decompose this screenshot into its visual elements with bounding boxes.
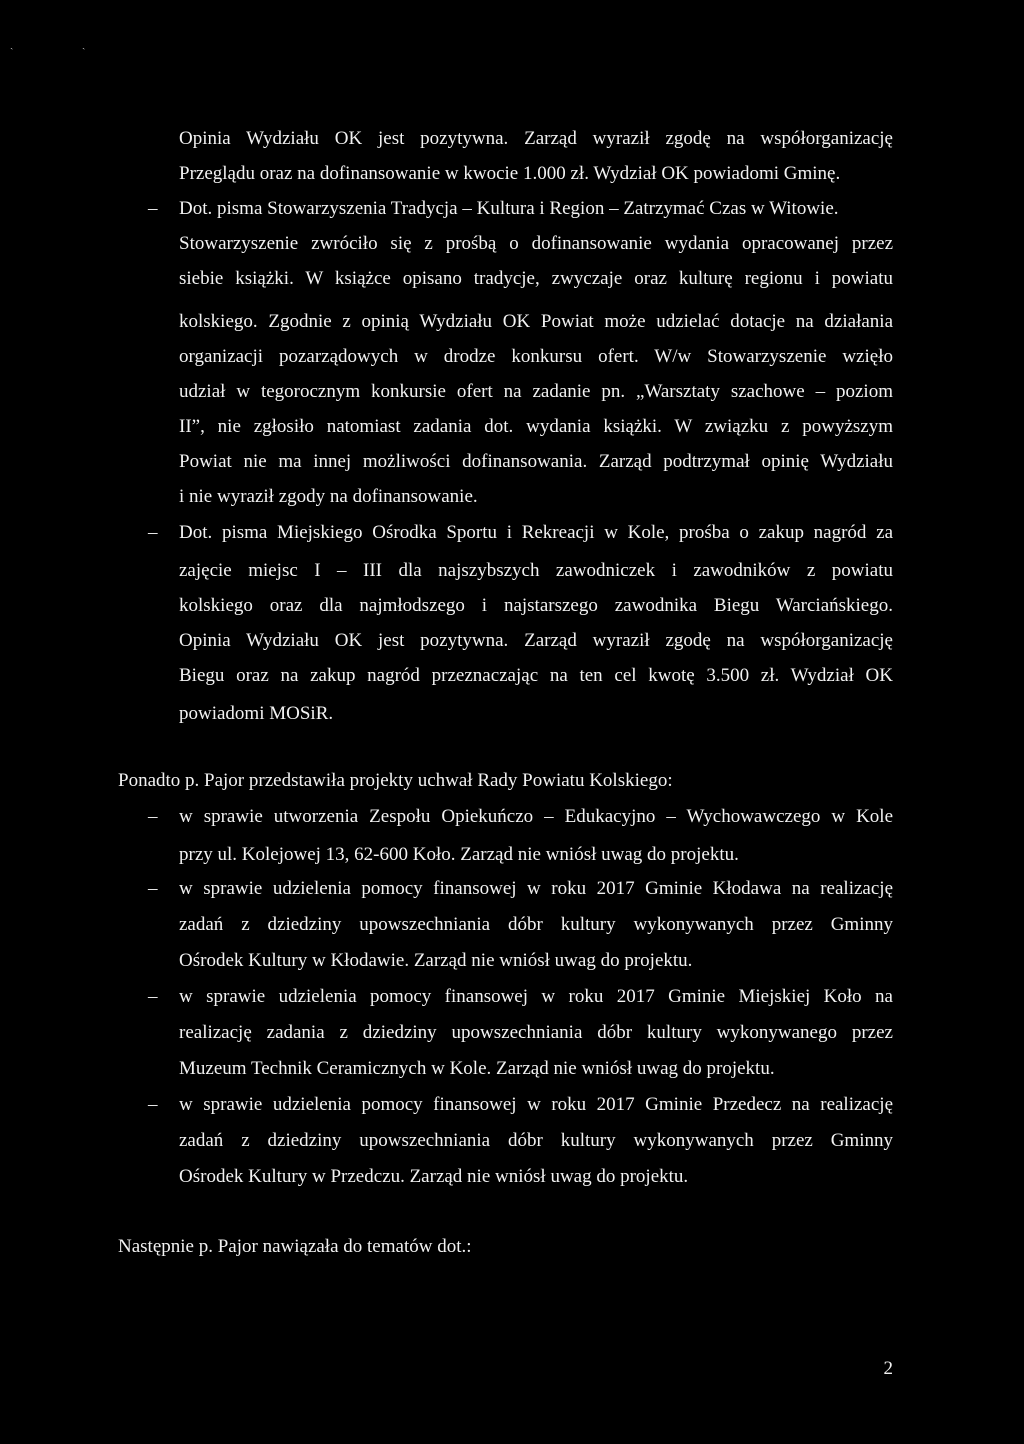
paragraph-ponadto: Ponadto p. Pajor przedstawiła projekty uchwał Rady Powiatu Kolskiego:: [118, 770, 673, 791]
list-dash: –: [148, 522, 158, 543]
list-item-line: i nie wyraził zgody na dofinansowanie.: [179, 486, 478, 507]
paragraph-line: Opinia Wydziału OK jest pozytywna. Zarząd wyraził zgodę na współorganizację: [179, 128, 893, 149]
page-number: 2: [883, 1358, 893, 1379]
list-dash: –: [148, 198, 158, 219]
paragraph-nastepnie: Następnie p. Pajor nawiązała do tematów dot.:: [118, 1236, 472, 1257]
list-item-line: kolskiego oraz dla najmłodszego i najstarszego zawodnika Biegu Warciańskiego.: [179, 595, 893, 616]
project-line: w sprawie udzielenia pomocy finansowej w roku 2017 Gminie Miejskiej Koło na: [179, 986, 893, 1007]
list-item-line: organizacji pozarządowych w drodze konkursu ofert. W/w Stowarzyszenie wzięło: [179, 346, 893, 367]
list-item-line: Dot. pisma Miejskiego Ośrodka Sportu i Rekreacji w Kole, prośba o zakup nagród za: [179, 522, 893, 543]
scan-mark: ˎ: [82, 39, 86, 50]
list-item-line: Opinia Wydziału OK jest pozytywna. Zarząd wyraził zgodę na współorganizację: [179, 630, 893, 651]
paragraph-line: Przeglądu oraz na dofinansowanie w kwocie 1.000 zł. Wydział OK powiadomi Gminę.: [179, 163, 841, 184]
project-line: realizację zadania z dziedziny upowszechniania dóbr kultury wykonywanego przez: [179, 1022, 893, 1043]
project-line: zadań z dziedziny upowszechniania dóbr kultury wykonywanych przez Gminny: [179, 1130, 893, 1151]
project-line: w sprawie udzielenia pomocy finansowej w roku 2017 Gminie Przedecz na realizację: [179, 1094, 893, 1115]
list-item-line: Powiat nie ma innej możliwości dofinansowania. Zarząd podtrzymał opinię Wydziału: [179, 451, 893, 472]
list-dash: –: [148, 1094, 158, 1115]
project-line: Ośrodek Kultury w Przedczu. Zarząd nie wniósł uwag do projektu.: [179, 1166, 689, 1187]
list-item-line: siebie książki. W książce opisano tradycje, zwyczaje oraz kulturę regionu i powiatu: [179, 268, 893, 289]
list-dash: –: [148, 878, 158, 899]
list-dash: –: [148, 986, 158, 1007]
project-line: Muzeum Technik Ceramicznych w Kole. Zarząd nie wniósł uwag do projektu.: [179, 1058, 775, 1079]
project-line: w sprawie utworzenia Zespołu Opiekuńczo – Edukacyjno – Wychowawczego w Kole: [179, 806, 893, 827]
project-line: Ośrodek Kultury w Kłodawie. Zarząd nie wniósł uwag do projektu.: [179, 950, 693, 971]
list-item-line: kolskiego. Zgodnie z opinią Wydziału OK Powiat może udzielać dotacje na działania: [179, 311, 893, 332]
list-item-line: Stowarzyszenie zwróciło się z prośbą o dofinansowanie wydania opracowanej przez: [179, 233, 893, 254]
list-item-line: zajęcie miejsc I – III dla najszybszych zawodniczek i zawodników z powiatu: [179, 560, 893, 581]
scan-mark: ˎ: [10, 39, 14, 50]
list-item-line: II”, nie zgłosiło natomiast zadania dot. wydania książki. W związku z powyższym: [179, 416, 893, 437]
project-line: przy ul. Kolejowej 13, 62-600 Koło. Zarząd nie wniósł uwag do projektu.: [179, 844, 739, 865]
list-dash: –: [148, 806, 158, 827]
list-item-line: Biegu oraz na zakup nagród przeznaczając na ten cel kwotę 3.500 zł. Wydział OK: [179, 665, 893, 686]
project-line: zadań z dziedziny upowszechniania dóbr kultury wykonywanych przez Gminny: [179, 914, 893, 935]
list-item-line: powiadomi MOSiR.: [179, 703, 334, 724]
list-item-line: udział w tegorocznym konkursie ofert na zadanie pn. „Warsztaty szachowe – poziom: [179, 381, 893, 402]
project-line: w sprawie udzielenia pomocy finansowej w roku 2017 Gminie Kłodawa na realizację: [179, 878, 893, 899]
list-item-line: Dot. pisma Stowarzyszenia Tradycja – Kultura i Region – Zatrzymać Czas w Witowie.: [179, 198, 839, 219]
